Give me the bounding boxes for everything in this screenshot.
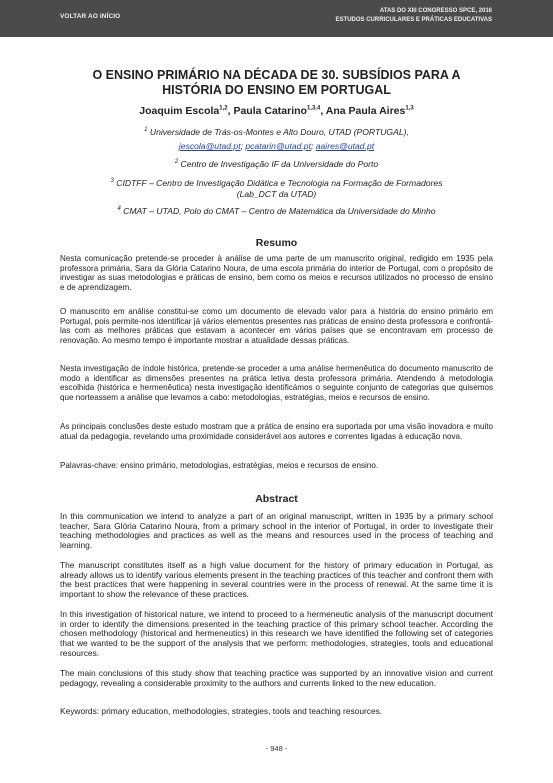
author-name: Joaquim Escola [139,105,220,117]
page-number: - 948 - [265,744,288,753]
abstract-paragraph: In this investigation of historical nature, we intend to proceed to a hermeneutic analysis of the manuscript document in order to identify the dimensions presented in the teaching practice of this primary school teacher. According the chosen methodology (historical and hermeneutics) in this research we have identified the following set of categories that we wanted to be the support of the analysis that we perform: methodologies, strategies, tools and educational resources. [60,609,493,658]
resumo-paragraph: Nesta comunicação pretende-se proceder à análise de uma parte de um manuscrito original, redigido em 1935 pela professora primária, Sara da Glória Catarino Noura, de uma escola primária do interior de Portugal, com o propósito de investigar as suas metodologias e práticas de ensino, bem como os meios e recursos utilizados no processo de ensino e de aprendizagem. [60,254,493,293]
abstract-paragraph: The manuscript constitutes itself as a high value document for the history of primary education in Portugal, as already allows us to identify various elements present in the teaching practices of this teacher and confront them with the best practices that were happening in several countries were in the process of renewal. At the same time it is important to show the relevance of these practices. [60,560,493,600]
email-link[interactable]: aaires@utad.pt [315,141,375,151]
email-list: jescola@utad.pt; pcatarin@utad.pt; aaires@utad.pt [178,141,375,151]
conference-section: ESTUDOS CURRICULARES E PRÁTICAS EDUCATIVAS [335,17,492,23]
abstract-paragraph: The main conclusions of this study show that teaching practice was supported by an innovative vision and current pedagogy, revealing a considerable proximity to the authors and currents linked to the new education. [60,668,493,688]
affiliation: $^1$ Universidade de Trás-os-Montes e Alto Douro, UTAD (PORTUGAL), [144,126,409,137]
back-to-start-link[interactable]: VOLTAR AO INÍCIO [60,13,121,20]
abstract-keywords: Keywords: primary education, methodologies, strategies, tools and teaching resources. [60,706,383,716]
resumo-paragraph: As principais conclusões deste estudo mostram que a prática de ensino era suportada por uma visão inovadora e muito atual da pedagogia, revelando uma proximidade considerável aos autores e correntes ligadas à educação nova. [60,422,493,441]
paper-title: O ENSINO PRIMÁRIO NA DÉCADA DE 30. SUBSÍDIOS PARA A HISTÓRIA DO ENSINO EM PORTUGAL [92,68,461,97]
author-name: Ana Paula Aires [325,105,406,117]
affiliation: $^3$ CIDTFF – Centro de Investigação Didática e Tecnologia na Formação de Formadores (Lab_DCT da UTAD) [110,177,443,199]
abstract-paragraph: In this communication we intend to analyze a part of an original manuscript, written in 1935 by a primary school teacher, Sara Glória Catarino Noura, from a primary school in the interior of Portugal, in order to investigate their teaching methodologies and practices as well as the means and resources used in the process of teaching and learning. [60,511,493,551]
resumo-keywords: Palavras-chave: ensino primário, metodologias, estratégias, meios e recursos de ensino. [60,461,379,470]
header-bar [0,0,553,37]
resumo-paragraph: O manuscrito em análise constitui-se como um documento de elevado valor para a história do ensino primário em Portugal, pois permite-nos identificar já vários elementos presentes nas práticas de ensino desta professora e confrontá-las com as melhores práticas que estavam a acontecer em vários países que se encontravam em processo de renovação. Ao mesmo tempo é importante mostrar a atualidade dessas práticas. [60,307,493,346]
abstract-heading: Abstract [255,493,298,505]
affiliation: $^4$ CMAT – UTAD, Polo do CMAT – Centro de Matemática da Universidade do Minho [117,205,436,216]
conference-title: ATAS DO XIII CONGRESSO SPCE, 2016 [379,8,492,14]
affiliation: $^2$ Centro de Investigação IF da Universidade do Porto [174,158,379,169]
email-link[interactable]: jescola@utad.pt [178,141,241,151]
resumo-paragraph: Nesta investigação de índole histórica, pretende-se proceder a uma análise hermenêutica do documento manuscrito de modo a identificar as dimensões presentes na prática letiva desta professora primária. Atendendo à metodologia escolhida (histórica e hermenêutica) nesta investigação identificámos o seguinte conjunto de categorias que quisemos que norteassem a análise que levamos a cabo: metodologias, estratégias, meios e recursos de ensino. [60,364,493,403]
conference-info [336,7,492,25]
resumo-heading: Resumo [255,237,298,249]
email-link[interactable]: pcatarin@utad.pt [245,141,311,151]
author-name: Paula Catarino [233,105,307,117]
author-list: Joaquim Escola$^{1,2}$, Paula Catarino$^{1,3,4}$, Ana Paula Aires$^{1,3}$ [139,105,414,117]
